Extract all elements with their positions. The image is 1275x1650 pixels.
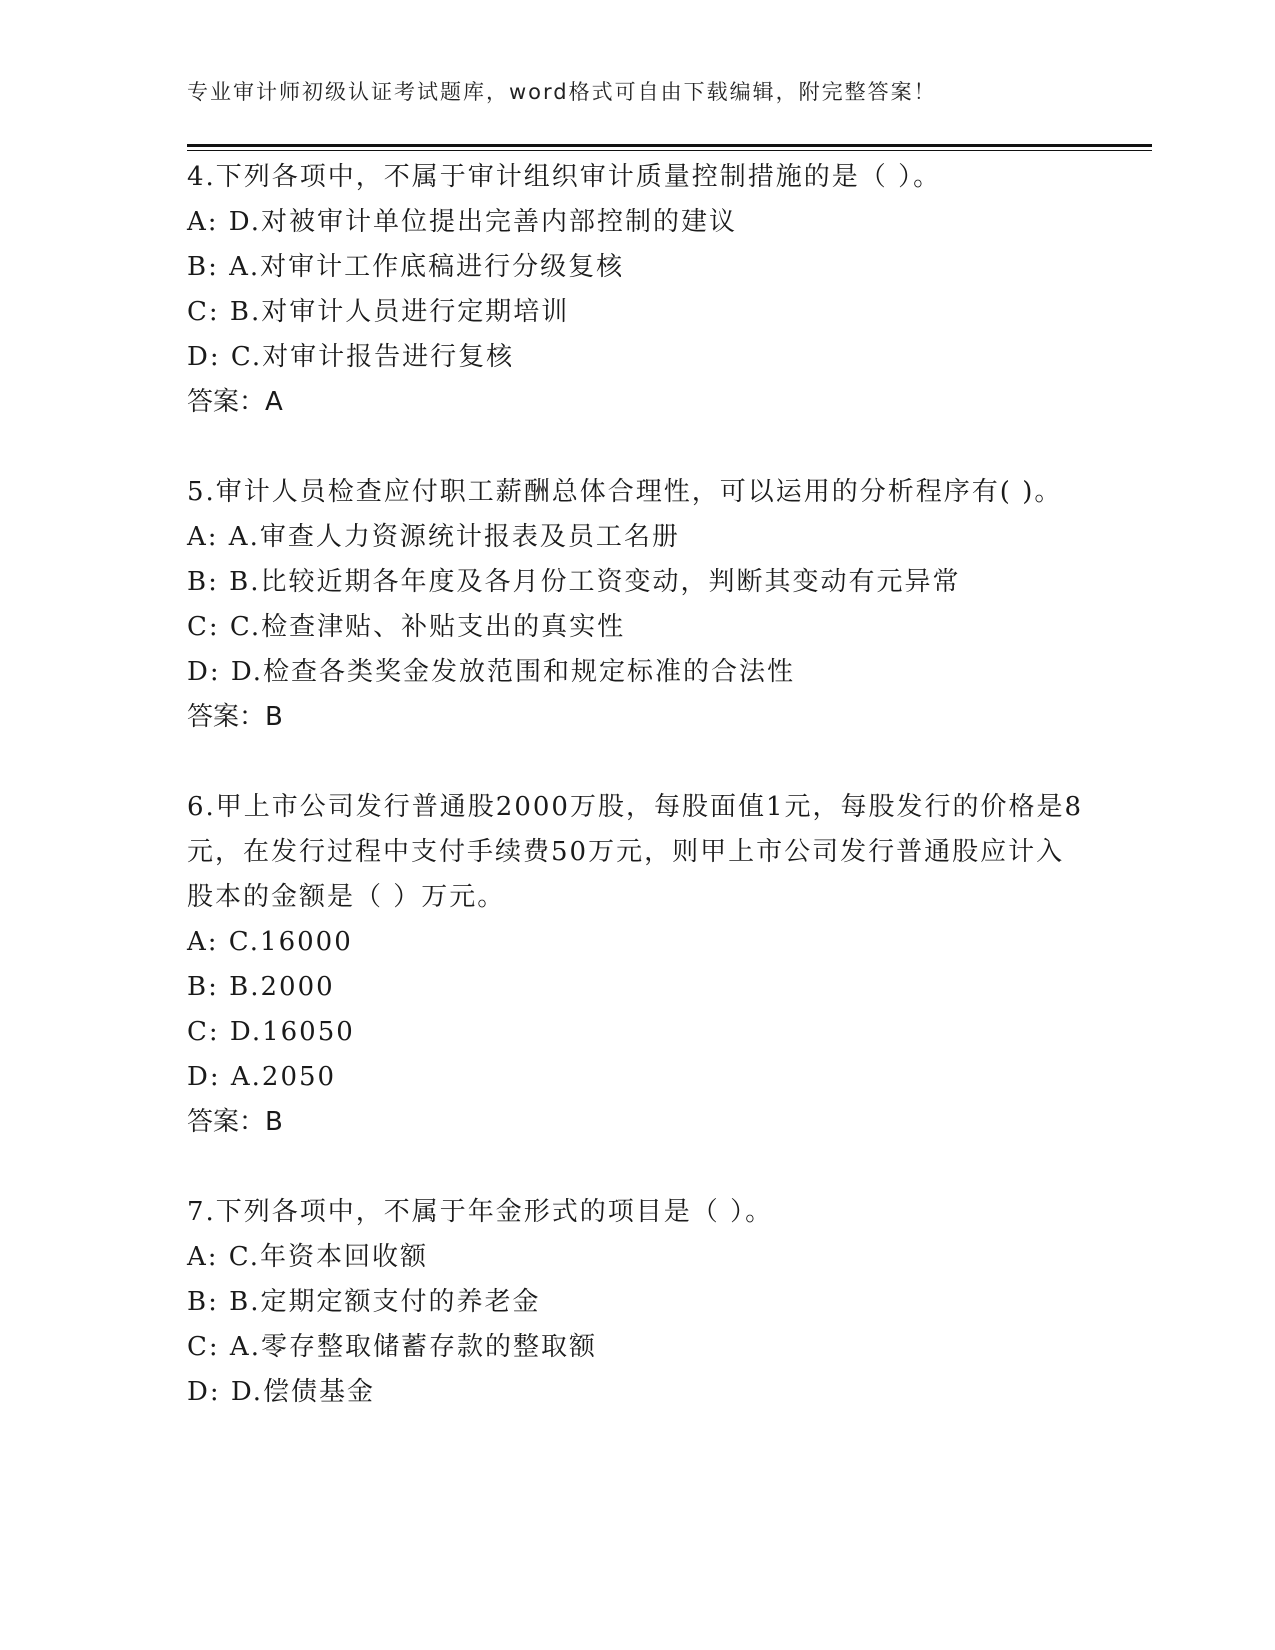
question-list <box>187 155 1087 1460</box>
option-a: A: C.16000 <box>187 927 353 957</box>
option-b: B: A.对审计工作底稿进行分级复核 <box>187 252 625 282</box>
option-c: C: B.对审计人员进行定期培训 <box>187 297 570 327</box>
answer: 答案：B <box>187 702 283 732</box>
document-header: 专业审计师初级认证考试题库，word格式可自由下载编辑，附完整答案！ <box>187 80 937 104</box>
question-4 <box>187 155 1087 425</box>
question-7 <box>187 1190 1087 1415</box>
question-6 <box>187 785 1087 1145</box>
option-b: B: B.定期定额支付的养老金 <box>187 1287 541 1317</box>
option-d: D: A.2050 <box>187 1062 337 1092</box>
question-stem: 6.甲上市公司发行普通股2000万股，每股面值1元，每股发行的价格是8元，在发行过程中支付手续费50万元，则甲上市公司发行普通股应计入股本的金额是（ ）万元。 <box>187 792 1084 912</box>
question-stem: 4.下列各项中，不属于审计组织审计质量控制措施的是（ ）。 <box>187 162 942 192</box>
question-stem: 7.下列各项中，不属于年金形式的项目是（ ）。 <box>187 1197 774 1227</box>
option-a: A: C.年资本回收额 <box>187 1242 429 1272</box>
option-b: B: B.2000 <box>187 972 335 1002</box>
header-rule-thin <box>187 150 1152 151</box>
option-c: C: D.16050 <box>187 1017 355 1047</box>
option-a: A: A.审查人力资源统计报表及员工名册 <box>187 522 680 552</box>
option-d: D: D.检查各类奖金发放范围和规定标准的合法性 <box>187 657 796 687</box>
question-stem: 5.审计人员检查应付职工薪酬总体合理性，可以运用的分析程序有( )。 <box>187 477 1063 507</box>
option-d: D: C.对审计报告进行复核 <box>187 342 515 372</box>
option-a: A: D.对被审计单位提出完善内部控制的建议 <box>187 207 737 237</box>
answer: 答案：A <box>187 387 283 417</box>
question-5 <box>187 470 1087 740</box>
option-c: C: A.零存整取储蓄存款的整取额 <box>187 1332 597 1362</box>
option-d: D: D.偿债基金 <box>187 1377 376 1407</box>
header-rule-thick <box>187 144 1152 147</box>
option-c: C: C.检查津贴、补贴支出的真实性 <box>187 612 626 642</box>
option-b: B: B.比较近期各年度及各月份工资变动，判断其变动有元异常 <box>187 567 961 597</box>
answer: 答案：B <box>187 1107 283 1137</box>
